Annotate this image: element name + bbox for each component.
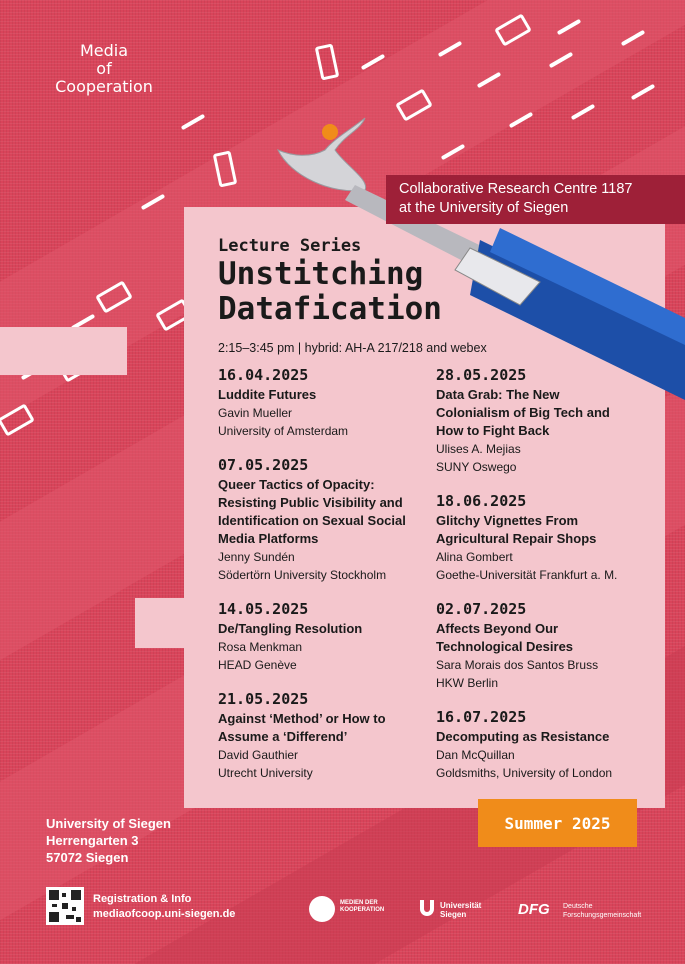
event-affiliation: HKW Berlin bbox=[436, 676, 499, 690]
event-date: 07.05.2025 bbox=[218, 456, 309, 474]
event-title-line: Decomputing as Resistance bbox=[436, 729, 610, 744]
ripper-ball bbox=[322, 124, 338, 140]
event-title-line: Media Platforms bbox=[218, 531, 319, 546]
event-item bbox=[218, 600, 438, 674]
event-affiliation: Goethe-Universität Frankfurt a. M. bbox=[436, 568, 618, 582]
mdk-logo-icon bbox=[309, 896, 335, 922]
event-speaker: David Gauthier bbox=[218, 748, 299, 762]
event-title-line: Colonialism of Big Tech and bbox=[436, 405, 610, 420]
event-title-line: Agricultural Repair Shops bbox=[436, 531, 597, 546]
event-date: 16.07.2025 bbox=[436, 708, 527, 726]
time-location: 2:15–3:45 pm | hybrid: AH-A 217/218 and webex bbox=[218, 341, 487, 355]
event-affiliation: Utrecht University bbox=[218, 766, 313, 780]
address-block bbox=[46, 815, 171, 866]
event-title-line: Affects Beyond Our bbox=[436, 621, 559, 636]
event-item bbox=[436, 492, 656, 584]
dfg-logo: DFG bbox=[518, 901, 550, 918]
event-title-line: Against ‘Method’ or How to bbox=[218, 711, 386, 726]
logo-line: Cooperation bbox=[55, 77, 153, 96]
event-item bbox=[436, 708, 656, 782]
event-affiliation: Södertörn University Stockholm bbox=[218, 568, 387, 582]
event-title bbox=[436, 620, 656, 656]
event-affiliation: University of Amsterdam bbox=[218, 424, 349, 438]
crc-line: Collaborative Research Centre 1187 bbox=[399, 181, 633, 197]
event-item bbox=[218, 456, 438, 584]
event-speaker: Rosa Menkman bbox=[218, 640, 303, 654]
event-speaker: Alina Gombert bbox=[436, 550, 513, 564]
registration-info bbox=[93, 892, 235, 922]
event-title-line: Technological Desires bbox=[436, 639, 574, 654]
title-line: Unstitching bbox=[218, 256, 424, 292]
event-title bbox=[218, 476, 438, 548]
event-item bbox=[436, 600, 656, 692]
event-date: 14.05.2025 bbox=[218, 600, 309, 618]
event-title-line: Data Grab: The New bbox=[436, 387, 560, 402]
event-affiliation: HEAD Genève bbox=[218, 658, 297, 672]
event-speaker: Gavin Mueller bbox=[218, 406, 293, 420]
event-date: 28.05.2025 bbox=[436, 366, 527, 384]
logo-line: of bbox=[96, 59, 112, 78]
mdk-logo-text: MEDIEN DER KOOPERATION bbox=[340, 900, 385, 913]
dfg-logo-text bbox=[563, 902, 641, 920]
event-speaker: Ulises A. Mejias bbox=[436, 442, 521, 456]
registration-link[interactable]: mediaofcoop.uni-siegen.de bbox=[93, 908, 236, 920]
event-item bbox=[436, 366, 656, 476]
event-title bbox=[218, 386, 438, 404]
event-item bbox=[218, 366, 438, 440]
title-line: Datafication bbox=[218, 291, 442, 327]
uni-line: Siegen bbox=[440, 910, 467, 919]
uni-siegen-logo-icon bbox=[420, 900, 434, 916]
event-title-line: How to Fight Back bbox=[436, 423, 550, 438]
uni-siegen-logo-text bbox=[440, 901, 481, 919]
event-speaker: Sara Morais dos Santos Bruss bbox=[436, 658, 599, 672]
event-title-line: Resisting Public Visibility and bbox=[218, 495, 403, 510]
dfg-line: Deutsche bbox=[563, 903, 593, 910]
page-title bbox=[218, 257, 518, 327]
media-of-cooperation-logo bbox=[46, 42, 162, 96]
event-title bbox=[436, 728, 656, 746]
event-title bbox=[436, 512, 656, 548]
event-title-line: Glitchy Vignettes From bbox=[436, 513, 579, 528]
crc-line: at the University of Siegen bbox=[399, 200, 569, 216]
event-item bbox=[218, 690, 438, 782]
qr-code-icon[interactable] bbox=[46, 887, 84, 925]
event-date: 21.05.2025 bbox=[218, 690, 309, 708]
logo-line: Media bbox=[79, 41, 129, 60]
event-title bbox=[436, 386, 656, 440]
address-line: 57072 Siegen bbox=[46, 850, 129, 865]
dfg-line: Forschungsgemeinschaft bbox=[563, 912, 642, 919]
series-label: Lecture Series bbox=[218, 236, 362, 256]
crc-box bbox=[386, 175, 685, 224]
event-title-line: Luddite Futures bbox=[218, 387, 317, 402]
event-title bbox=[218, 620, 438, 638]
panel-tab-mid bbox=[135, 598, 184, 648]
event-affiliation: SUNY Oswego bbox=[436, 460, 517, 474]
address-line: University of Siegen bbox=[46, 816, 171, 831]
registration-label: Registration & Info bbox=[93, 893, 192, 905]
event-title-line: Queer Tactics of Opacity: bbox=[218, 477, 375, 492]
address-line: Herrengarten 3 bbox=[46, 833, 139, 848]
event-speaker: Dan McQuillan bbox=[436, 748, 515, 762]
event-affiliation: Goldsmiths, University of London bbox=[436, 766, 613, 780]
event-date: 18.06.2025 bbox=[436, 492, 527, 510]
summer-badge: Summer 2025 bbox=[478, 799, 637, 847]
event-date: 02.07.2025 bbox=[436, 600, 527, 618]
uni-line: Universität bbox=[440, 901, 482, 910]
event-title-line: Identification on Sexual Social bbox=[218, 513, 406, 528]
event-title-line: Assume a ‘Differend’ bbox=[218, 729, 348, 744]
event-title bbox=[218, 710, 438, 746]
event-title-line: De/Tangling Resolution bbox=[218, 621, 363, 636]
event-speaker: Jenny Sundén bbox=[218, 550, 295, 564]
event-date: 16.04.2025 bbox=[218, 366, 309, 384]
